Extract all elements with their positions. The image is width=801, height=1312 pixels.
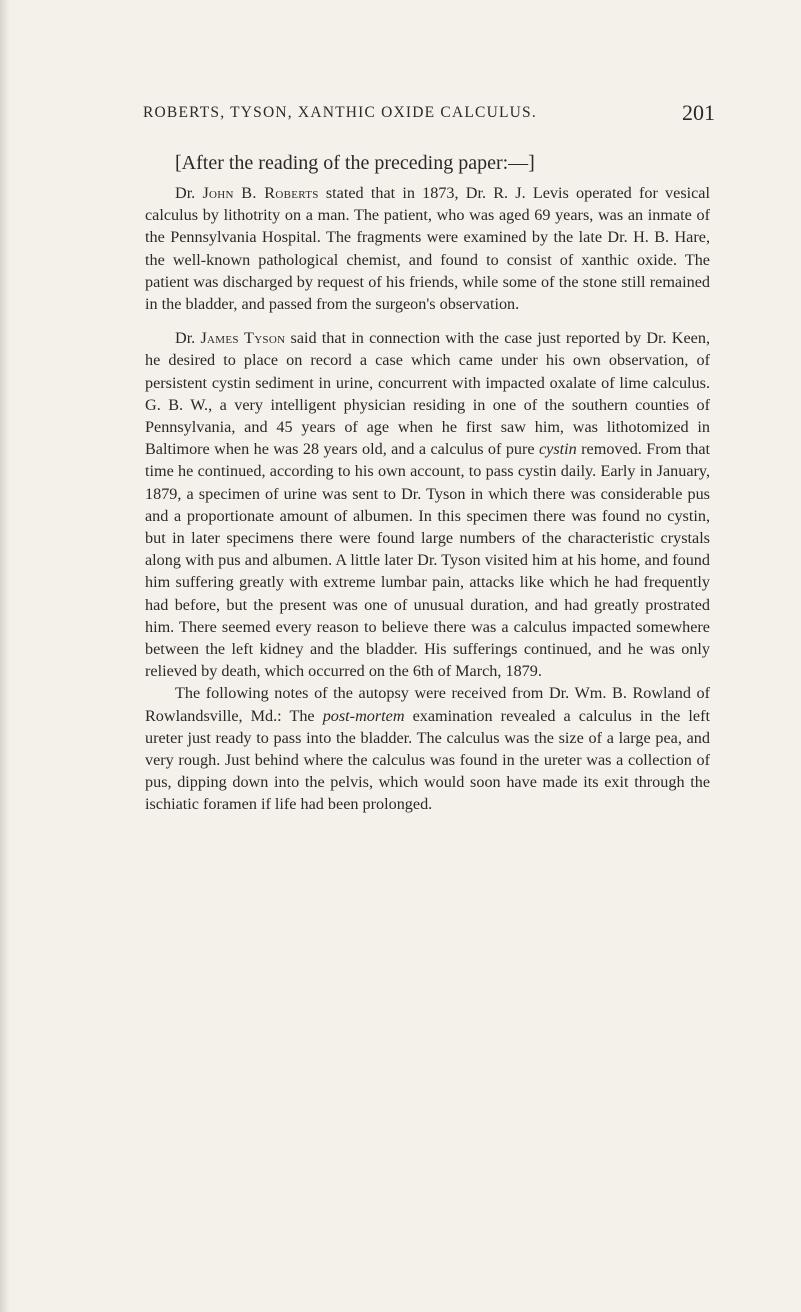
italic-term: post-mortem <box>322 706 405 725</box>
paragraph-roberts <box>145 182 710 315</box>
body-text <box>145 182 710 816</box>
section-heading: [After the reading of the preceding paper:—] <box>175 152 535 174</box>
paragraph-text: said that in connection with the case just reported by Dr. Keen, he desired to place on record a case which came under his own observation, of persistent cystin sediment in urine, concurrent with impacted oxalate of lime calculus. G. B. W., a very intelligent physician residing in one of the southern counties of Pennsylvania, and 45 years of age when he first saw him, was lithotomized in Baltimore when he was 28 years old, and a calculus of pure <box>145 329 710 459</box>
italic-term: cystin <box>539 440 577 459</box>
paragraph-lead-prefix: Dr. <box>175 329 201 348</box>
paragraph-text-continued: examination revealed a calculus in the left ureter just ready to pass into the bladder. The calculus was the size of a large pea, and very rough. Just behind where the calculus was found in the ureter was a collection of pus, dipping down into the pelvis, which would soon have made its exit through the ischiatic foramen if life had been prolonged. <box>145 706 710 814</box>
running-head <box>143 100 715 128</box>
paragraph-text: stated that in 1873, Dr. R. J. Levis operated for vesical calculus by lithotrity on a man. The patient, who was aged 69 years, was an inmate of the Pennsylvania Hospital. The fragments were examined by the late Dr. H. B. Hare, the well-known pathological chemist, and found to consist of xanthic oxide. The patient was discharged by request of his friends, while some of the stone still remained in the bladder, and passed from the surgeon's observation. <box>145 184 710 314</box>
running-title: ROBERTS, TYSON, XANTHIC OXIDE CALCULUS. <box>143 104 537 121</box>
speaker-name: John B. Roberts <box>202 184 319 202</box>
page-edge-shadow <box>0 0 10 1312</box>
paragraph-autopsy <box>145 682 710 815</box>
speaker-name: James Tyson <box>200 329 286 348</box>
page-number: 201 <box>682 100 715 125</box>
paragraph-tyson <box>145 327 710 682</box>
paragraph-lead-prefix: Dr. <box>175 184 203 202</box>
paragraph-text-continued: removed. From that time he continued, according to his own account, to pass cystin daily. Early in January, 1879, a specimen of urine was sent to Dr. Tyson in which there was considerable pus and a proportionate amount of albumen. In this specimen there was found no cystin, but in later specimens there were found large numbers of the characteristic crystals along with pus and albumen. A little later Dr. Tyson visited him at his home, and found him suffering greatly with extreme lumbar pain, attacks like which he had frequently had before, but the present was one of unusual duration, and had greatly prostrated him. There seemed every reason to believe there was a calculus impacted somewhere between the left kidney and the bladder. His sufferings continued, and he was only relieved by death, which occurred on the 6th of March, 1879. <box>145 440 711 681</box>
paragraph-text: The following notes of the autopsy were received from Dr. Wm. B. Rowland of Rowlandsville, Md.: The <box>145 684 710 725</box>
